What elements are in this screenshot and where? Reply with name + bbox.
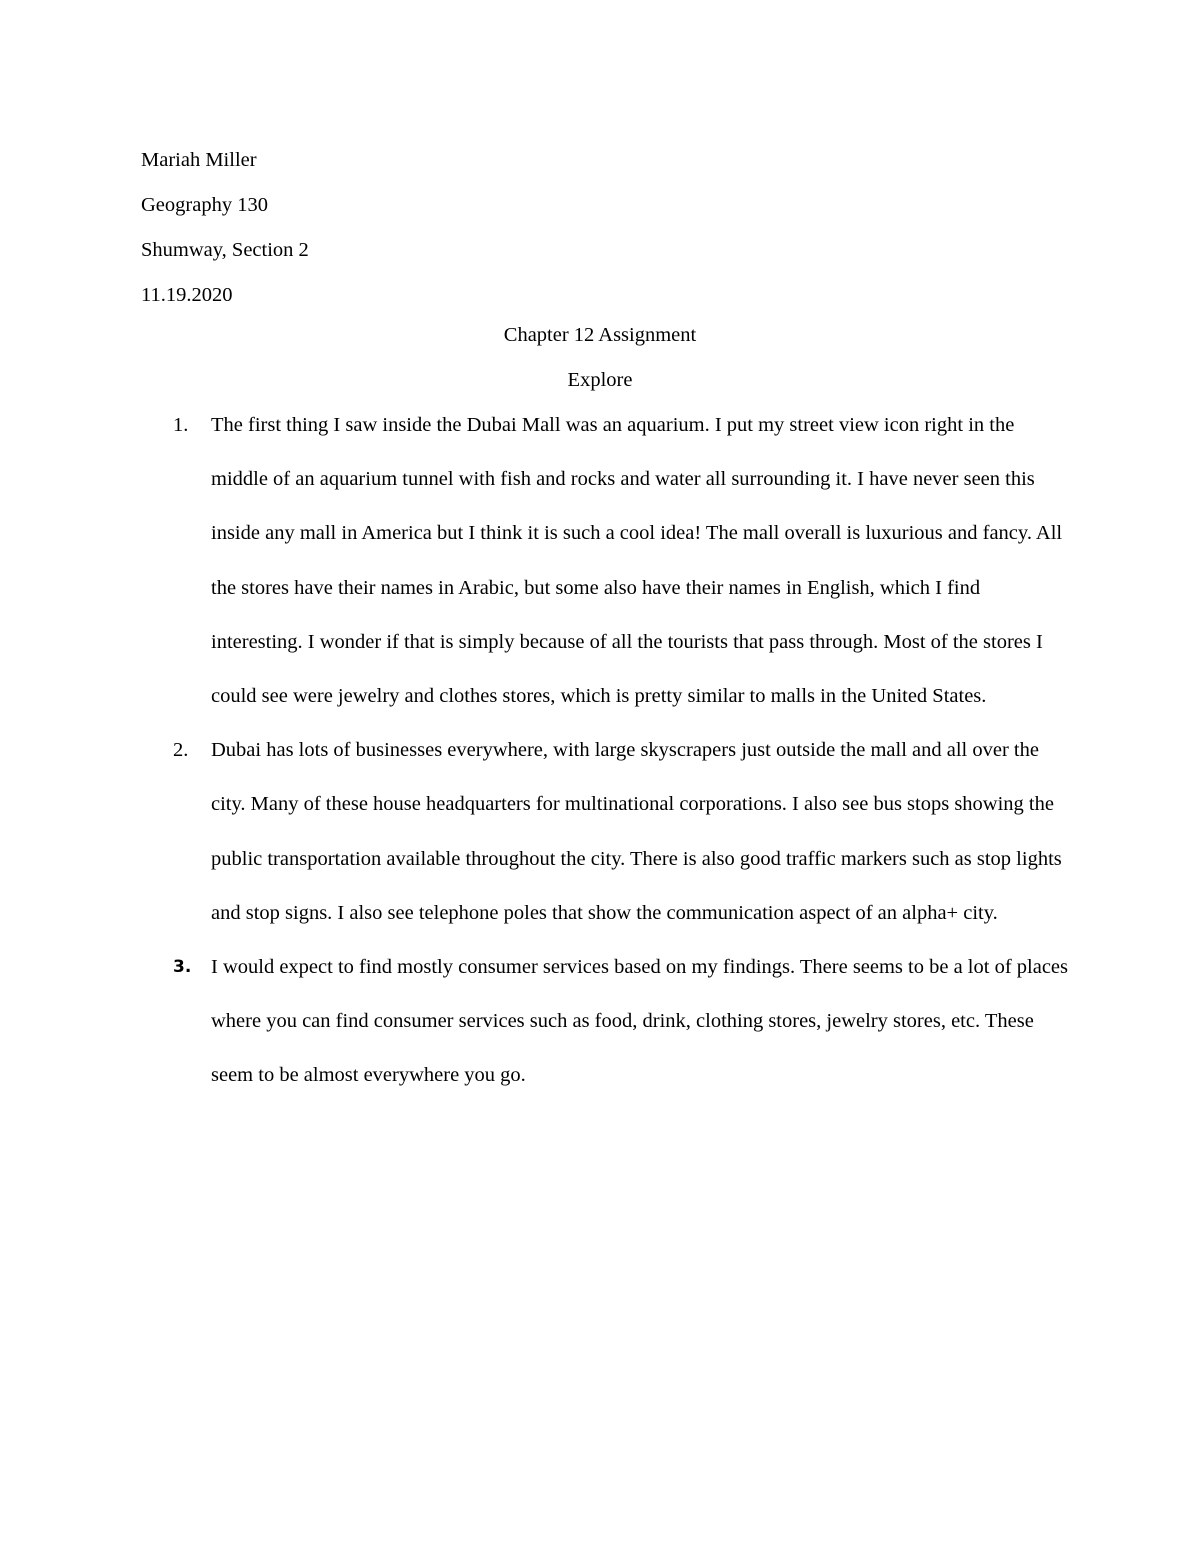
answer-list <box>141 398 1071 1103</box>
answer-item <box>141 398 1071 723</box>
student-name: Mariah Miller <box>141 149 257 171</box>
answer-text: I would expect to find mostly consumer services based on my findings. There seems to be a lot of places where you can find consumer services such as food, drink, clothing stores, jewelry stores, etc. These seem to be almost everywhere you go. <box>211 956 1068 1087</box>
document-title: Chapter 12 Assignment <box>503 324 697 346</box>
answer-text: Dubai has lots of businesses everywhere, with large skyscrapers just outside the mall and all over the city. Many of these house headquarters for multinational corporations. I also see bus stops showing the public transportation available throughout the city. There is also good traffic markers such as stop lights and stop signs. I also see telephone poles that show the communication aspect of an alpha+ city. <box>211 739 1062 924</box>
assignment-date: 11.19.2020 <box>141 284 233 306</box>
document-header <box>141 138 1041 318</box>
course-name: Geography 130 <box>141 194 268 216</box>
instructor-section: Shumway, Section 2 <box>141 239 309 261</box>
answer-number: 2. <box>173 739 189 762</box>
answer-text: The first thing I saw inside the Dubai Mall was an aquarium. I put my street view icon right in the middle of an aquarium tunnel with fish and rocks and water all surrounding it. I have never seen this inside any mall in America but I think it is such a cool idea! The mall overall is luxurious and fancy. All the stores have their names in Arabic, but some also have their names in English, which I find interesting. I wonder if that is simply because of all the tourists that pass through. Most of the stores I could see were jewelry and clothes stores, which is pretty similar to malls in the United States. <box>211 414 1063 708</box>
answer-item <box>141 723 1071 940</box>
answer-number: 3. <box>173 957 192 978</box>
document-subtitle: Explore <box>567 369 633 391</box>
answer-item <box>141 940 1071 1103</box>
answer-number: 1. <box>173 414 189 436</box>
